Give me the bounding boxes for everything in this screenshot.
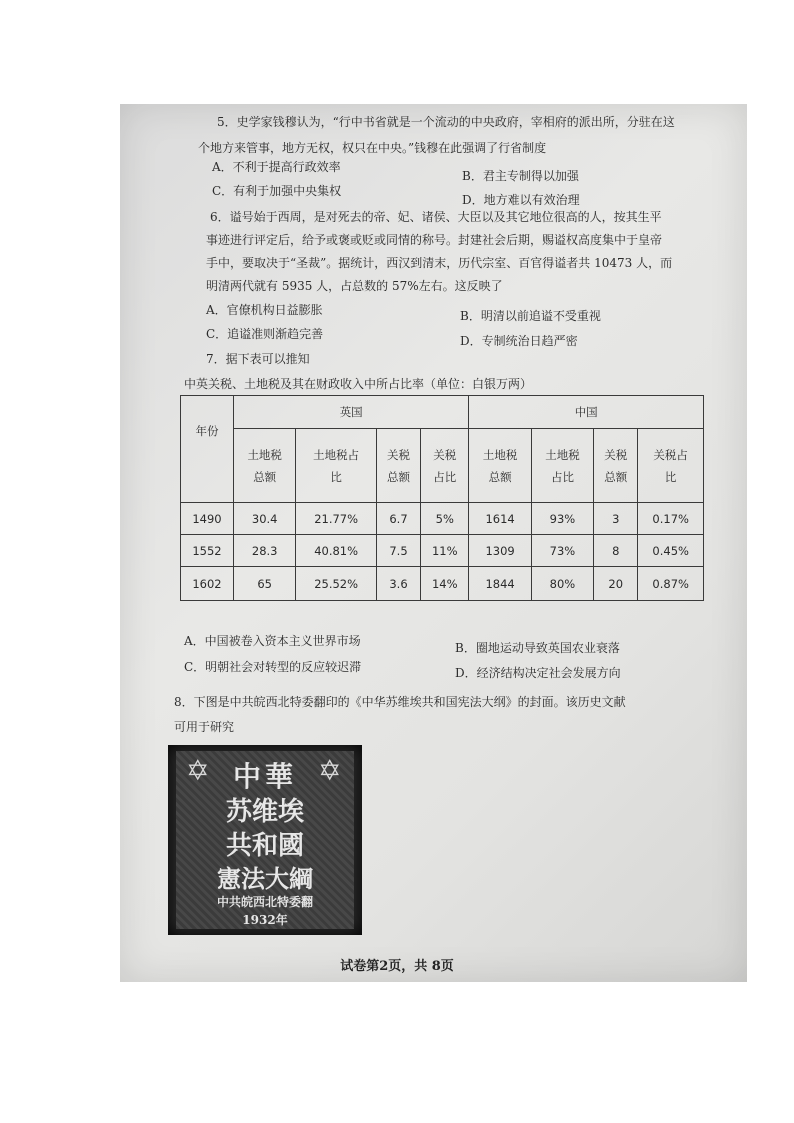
table-cell: 73% <box>531 535 593 567</box>
table-cell: 8 <box>594 535 638 567</box>
q8-stem-line1: 8．下图是中共皖西北特委翻印的《中华苏维埃共和国宪法大纲》的封面。该历史文献 <box>174 695 626 709</box>
tax-table <box>180 395 704 601</box>
table-cell: 40.81% <box>296 535 377 567</box>
table-cell: 93% <box>531 503 593 535</box>
cover-line3: 憲法大綱 <box>217 864 313 893</box>
year-header: 年份 <box>181 396 234 503</box>
table-cell: 65 <box>234 567 296 601</box>
table-header-row <box>181 396 704 429</box>
subheader-cell: 关税 总额 <box>594 429 638 503</box>
table-cell: 0.45% <box>638 535 704 567</box>
table-cell: 0.87% <box>638 567 704 601</box>
table-cell: 28.3 <box>234 535 296 567</box>
q5-stem-line1: 5．史学家钱穆认为，“行中书省就是一个流动的中央政府，宰相府的派出所，分驻在这 <box>217 115 675 129</box>
q5-option-a: A．不利于提高行政效率 <box>212 160 341 174</box>
q6-option-b: B．明清以前追谥不受重视 <box>460 309 601 323</box>
q7-option-c: C．明朝社会对转型的反应较迟滞 <box>184 660 362 674</box>
table-cell: 25.52% <box>296 567 377 601</box>
q6-stem-line3: 手中，要取决于“圣裁”。据统计，西汉到清末，历代宗室、百官得谥者共 10473 人，而 <box>206 256 673 270</box>
table-cell: 5% <box>421 503 469 535</box>
table-cell: 7.5 <box>376 535 420 567</box>
table-cell: 1614 <box>469 503 531 535</box>
cover-line2: 共和國 <box>225 831 304 861</box>
table-row <box>181 503 704 535</box>
subheader-cell: 土地税 总额 <box>469 429 531 503</box>
cover-line5: 1932年 <box>242 913 288 927</box>
table-cell: 20 <box>594 567 638 601</box>
subheader-cell: 土地税占 比 <box>296 429 377 503</box>
table-cell: 1552 <box>181 535 234 567</box>
q7-option-a: A．中国被卷入资本主义世界市场 <box>184 634 361 648</box>
q5-option-b: B．君主专制得以加强 <box>462 169 579 183</box>
table-cell: 1602 <box>181 567 234 601</box>
table-subheader-row <box>181 429 704 503</box>
table-cell: 11% <box>421 535 469 567</box>
table-cell: 14% <box>421 567 469 601</box>
star-icon: ✡ <box>318 754 342 787</box>
subheader-cell: 土地税 总额 <box>234 429 296 503</box>
q5-stem-line2: 个地方来管事，地方无权，权只在中央。”钱穆在此强调了行省制度 <box>198 141 547 155</box>
subheader-cell: 关税占 比 <box>638 429 704 503</box>
england-header: 英国 <box>234 396 469 429</box>
q8-stem-line2: 可用于研究 <box>174 720 235 734</box>
q7-stem: 7．据下表可以推知 <box>206 352 310 366</box>
table-cell: 1490 <box>181 503 234 535</box>
q5-option-d: D．地方难以有效治理 <box>462 193 580 207</box>
table-row <box>181 567 704 601</box>
subheader-cell: 关税 总额 <box>376 429 420 503</box>
table-caption: 中英关税、土地税及其在财政收入中所占比率（单位：白银万两） <box>184 377 533 391</box>
table-row <box>181 535 704 567</box>
q7-option-b: B．圈地运动导致英国农业衰落 <box>455 641 620 655</box>
cover-line4: 中共皖西北特委翻 <box>216 895 313 909</box>
subheader-cell: 关税 占比 <box>421 429 469 503</box>
table-cell: 3.6 <box>376 567 420 601</box>
q6-stem-line1: 6．谥号始于西周，是对死去的帝、妃、诸侯、大臣以及其它地位很高的人，按其生平 <box>210 210 662 224</box>
constitution-cover-image <box>168 745 362 935</box>
table-cell: 21.77% <box>296 503 377 535</box>
table-cell: 3 <box>594 503 638 535</box>
q6-option-d: D．专制统治日趋严密 <box>460 334 578 348</box>
china-header: 中国 <box>469 396 704 429</box>
q6-stem-line2: 事迹进行评定后，给予或褒或贬或同情的称号。封建社会后期，赐谥权高度集中于皇帝 <box>206 233 663 247</box>
table-cell: 1309 <box>469 535 531 567</box>
table-cell: 30.4 <box>234 503 296 535</box>
q6-stem-line4: 明清两代就有 5935 人，占总数的 57%左右。这反映了 <box>206 279 503 293</box>
table-cell: 0.17% <box>638 503 704 535</box>
star-icon: ✡ <box>186 754 210 787</box>
table-cell: 1844 <box>469 567 531 601</box>
cover-line1: 苏维埃 <box>225 797 304 827</box>
table-cell: 6.7 <box>376 503 420 535</box>
cover-title-top: 中華 <box>232 760 297 793</box>
q6-option-a: A．官僚机构日益膨胀 <box>206 303 323 317</box>
page-footer: 试卷第2页，共 8页 <box>340 959 454 974</box>
subheader-cell: 土地税 占比 <box>531 429 593 503</box>
table-cell: 80% <box>531 567 593 601</box>
q7-option-d: D．经济结构决定社会发展方向 <box>455 666 621 680</box>
q5-option-c: C．有利于加强中央集权 <box>212 184 342 198</box>
q6-option-c: C．追谥准则渐趋完善 <box>206 327 324 341</box>
